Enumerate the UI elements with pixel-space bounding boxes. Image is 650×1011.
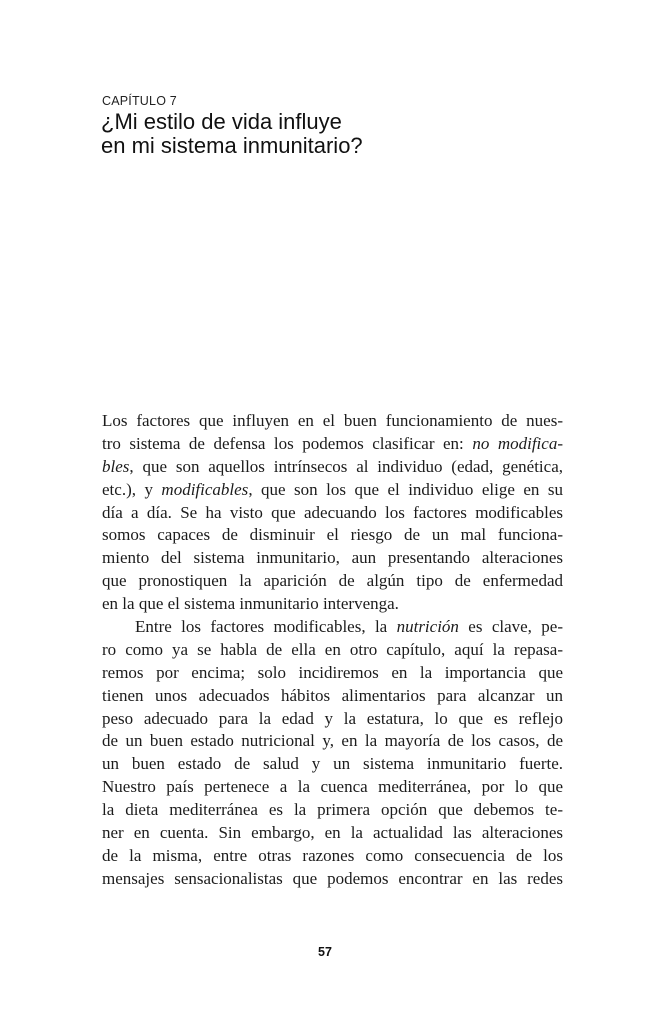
text-segment: Entre los factores modificables, la	[135, 617, 397, 637]
text-segment: día a día. Se ha visto que adecuando los factores modificables	[102, 502, 563, 522]
chapter-title-line: en mi sistema inmunitario?	[101, 133, 363, 158]
text-line	[102, 616, 563, 639]
text-segment: de un buen estado nutricional y, en la mayoría de los casos, de	[102, 731, 563, 751]
text-line	[102, 410, 563, 433]
italic-text: no modifica-	[472, 433, 563, 453]
paragraph	[102, 410, 563, 616]
text-segment: Nuestro país pertenece a la cuenca mediterránea, por lo que	[102, 777, 563, 797]
italic-text: nutrición	[396, 617, 459, 637]
text-line	[102, 639, 563, 662]
body-text	[102, 410, 563, 891]
text-segment: Los factores que influyen en el buen funcionamiento de nues-	[102, 411, 563, 430]
text-line	[102, 570, 563, 593]
text-line	[102, 479, 563, 502]
italic-text: bles	[102, 456, 130, 476]
text-line	[102, 799, 563, 822]
text-line	[102, 730, 563, 753]
page-number: 57	[318, 945, 332, 959]
text-segment: mensajes sensacionalistas que podemos encontrar en las redes	[102, 868, 563, 888]
text-line	[102, 547, 563, 570]
chapter-title-line: ¿Mi estilo de vida influye	[101, 109, 342, 134]
chapter-label: CAPÍTULO 7	[102, 94, 177, 108]
text-line	[102, 753, 563, 776]
text-segment: somos capaces de disminuir el riesgo de un mal funciona-	[102, 525, 563, 545]
text-segment: que pronostiquen la aparición de algún tipo de enfermedad	[102, 571, 563, 591]
text-segment: de la misma, entre otras razones como consecuencia de los	[102, 845, 563, 865]
text-line	[102, 868, 563, 891]
text-segment: ro como ya se habla de ella en otro capítulo, aquí la repasa-	[102, 639, 563, 659]
text-segment: tienen unos adecuados hábitos alimentarios para alcanzar un	[102, 685, 563, 705]
text-segment: peso adecuado para la edad y la estatura, lo que es reflejo	[102, 708, 563, 728]
chapter-title	[101, 110, 521, 158]
text-line	[102, 822, 563, 845]
text-segment: en la que el sistema inmunitario intervenga.	[102, 594, 399, 614]
text-segment: etc.), y	[102, 479, 162, 499]
text-segment: ner en cuenta. Sin embargo, en la actualidad las alteraciones	[102, 823, 563, 843]
text-line	[102, 593, 563, 616]
text-segment: miento del sistema inmunitario, aun presentando alteraciones	[102, 548, 563, 568]
text-line	[102, 708, 563, 731]
text-line	[102, 685, 563, 708]
text-line	[102, 524, 563, 547]
text-line	[102, 456, 563, 479]
text-line	[102, 502, 563, 525]
italic-text: modificables	[161, 479, 249, 499]
paragraph	[102, 616, 563, 891]
text-segment: es clave, pe-	[458, 617, 563, 637]
text-line	[102, 433, 563, 456]
text-line	[102, 845, 563, 868]
text-segment: la dieta mediterránea es la primera opción que debemos te-	[102, 800, 563, 820]
text-line	[102, 662, 563, 685]
text-segment: , que son aquellos intrínsecos al individuo (edad, genética,	[129, 456, 563, 476]
text-segment: remos por encima; solo incidiremos en la importancia que	[102, 662, 563, 682]
text-segment: un buen estado de salud y un sistema inmunitario fuerte.	[102, 754, 563, 774]
text-segment: , que son los que el individuo elige en su	[248, 479, 563, 499]
text-segment: tro sistema de defensa los podemos clasificar en:	[102, 433, 473, 453]
text-line	[102, 776, 563, 799]
